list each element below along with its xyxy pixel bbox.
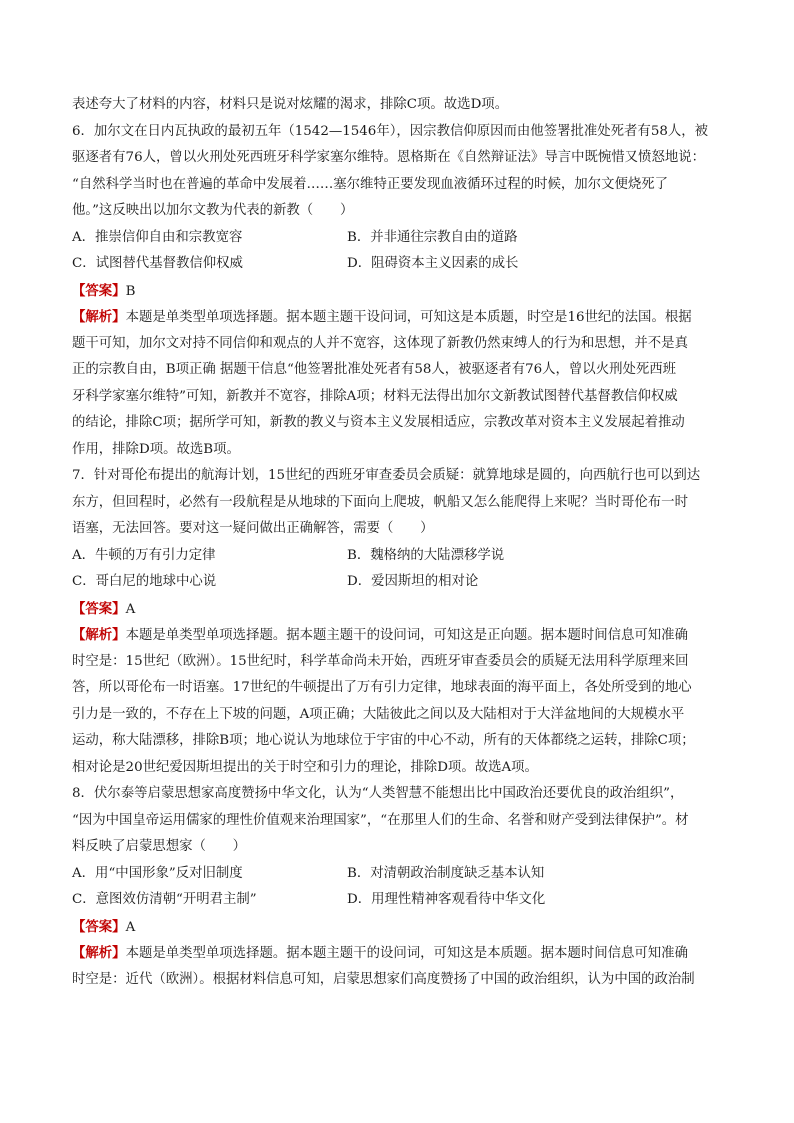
analysis-line: 相对论是20世纪爱因斯坦提出的关于时空和引力的理论，排除D项。故选A项。 [72, 759, 538, 775]
analysis-line [72, 622, 724, 649]
analysis-text: 本题是单类型单项选择题。据本题主题干设问词，可知这是本质题，时空是16世纪的法国。根据 [125, 310, 692, 325]
options-row [72, 225, 724, 252]
analysis-line: 时空是：15世纪（欧洲）。15世纪时，科学革命尚未开始，西班牙审查委员会的质疑无法用科学原理来回 [72, 653, 689, 669]
answer-label: 【答案】 [72, 282, 126, 299]
option-a: A．牛顿的万有引力定律 [72, 547, 216, 563]
question-stem-line: 7．针对哥伦布提出的航海计划，15世纪的西班牙审查委员会质疑：就算地球是圆的，向西航行也可以到达 [72, 468, 701, 483]
analysis-label: 【解析】 [72, 309, 126, 325]
analysis-line: 题干可知，加尔文对持不同信仰和观点的人并不宽容，这体现了新教仍然束缚人的行为和思想，并不是真 [72, 335, 688, 351]
options-row [72, 543, 724, 570]
analysis-line: 正的宗教自由，B项正确 据题干信息“他签署批准处死者有58人，被驱逐者有76人，曾以火刑处死西班 [72, 362, 677, 377]
question-stem-line: 8．伏尔泰等启蒙思想家高度赞扬中华文化，认为“人类智慧不能想出比中国政治还要优良的政治组织”， [72, 786, 684, 801]
options-row [72, 569, 724, 596]
option-d: D．用理性精神客观看待中华文化 [347, 892, 546, 907]
question-stem-line: 6．加尔文在日内瓦执政的最初五年（1542—1546年），因宗教信仰原因而由他签署批准处死者有58人，被 [72, 123, 709, 139]
options-row [72, 887, 724, 914]
analysis-line: 牙科学家塞尔维特”可知，新教并不宽容，排除A项；材料无法得出加尔文新教试图替代基督教信仰权威 [72, 388, 678, 404]
option-b: B．并非通往宗教自由的道路 [347, 229, 518, 245]
question-stem-line: 驱逐者有76人，曾以火刑处死西班牙科学家塞尔维特。恩格斯在《自然辩证法》导言中既惋惜又愤怒地说： [72, 150, 706, 165]
answer-value: A [125, 601, 136, 617]
option-a: A．用“中国形象”反对旧制度 [72, 865, 243, 881]
option-c: C．意图效仿清朝“开明君主制” [72, 892, 257, 907]
answer-line [72, 596, 724, 623]
option-a: A．推崇信仰自由和宗教宽容 [72, 229, 243, 245]
option-c: C．哥白尼的地球中心说 [72, 574, 217, 589]
analysis-line [72, 940, 724, 967]
analysis-line: 作用，排除D项。故选B项。 [72, 441, 240, 457]
analysis-line [72, 304, 724, 331]
analysis-label: 【解析】 [72, 627, 126, 643]
question-stem-line: “因为中国皇帝运用儒家的理性价值观来治理国家”，“在那里人们的生命、名誉和财产受到法律保护”。材 [72, 812, 689, 828]
question-stem-line: 料反映了启蒙思想家（ ） [72, 839, 247, 854]
question-8 [72, 781, 724, 993]
options-row [72, 251, 724, 278]
question-stem-line: “自然科学当时也在普遍的革命中发展着……塞尔维特正要发现血液循环过程的时候，加尔文便烧死了 [72, 176, 669, 192]
question-stem-line: 他。”这反映出以加尔文教为代表的新教（ ） [72, 203, 354, 218]
question-stem-line: 东方，但回程时，必然有一段航程是从地球的下面向上爬坡，帆船又怎么能爬得上来呢？当时哥伦布一时 [72, 494, 688, 510]
option-c: C．试图替代基督教信仰权威 [72, 256, 243, 271]
previous-analysis-continuation: 表述夸大了材料的内容，材料只是说对炫耀的渴求，排除C项。故选D项。 [72, 97, 509, 112]
analysis-line: 运动，称大陆漂移，排除B项；地心说认为地球位于宇宙的中心不动，所有的天体都绕之运转，排除C项； [72, 733, 695, 748]
option-d: D．爱因斯坦的相对论 [347, 574, 479, 589]
answer-label: 【答案】 [72, 918, 126, 935]
analysis-text: 本题是单类型单项选择题。据本题主题干的设问词，可知这是正向题。据本题时间信息可知准确 [125, 628, 688, 643]
analysis-line: 时空是：近代（欧洲）。根据材料信息可知，启蒙思想家们高度赞扬了中国的政治组织，认为中国的政治制 [72, 971, 695, 987]
analysis-text: 本题是单类型单项选择题。据本题主题干的设问词，可知这是本质题。据本题时间信息可知准确 [125, 946, 688, 961]
answer-value: B [125, 283, 136, 299]
answer-line [72, 278, 724, 305]
option-b: B．对清朝政治制度缺乏基本认知 [347, 865, 545, 881]
document-page [72, 92, 724, 993]
answer-label: 【答案】 [72, 600, 126, 617]
option-d: D．阻碍资本主义因素的成长 [347, 256, 519, 271]
question-7 [72, 463, 724, 781]
analysis-line: 的结论，排除C项；据所学可知，新教的教义与资本主义发展相适应，宗教改革对资本主义发展起着推动 [72, 415, 685, 430]
option-b: B．魏格纳的大陆漂移学说 [347, 547, 505, 563]
question-6 [72, 119, 724, 464]
analysis-label: 【解析】 [72, 945, 126, 961]
analysis-line: 答，所以哥伦布一时语塞。17世纪的牛顿提出了万有引力定律，地球表面的海平面上，各处所受到的地心 [72, 680, 692, 695]
answer-value: A [125, 919, 136, 935]
options-row [72, 861, 724, 888]
analysis-line: 引力是一致的，不存在上下坡的问题，A项正确；大陆彼此之间以及大陆相对于大洋盆地间的大规模水平 [72, 706, 685, 722]
answer-line [72, 914, 724, 941]
question-stem-line: 语塞，无法回答。要对这一疑问做出正确解答，需要（ ） [72, 521, 434, 536]
